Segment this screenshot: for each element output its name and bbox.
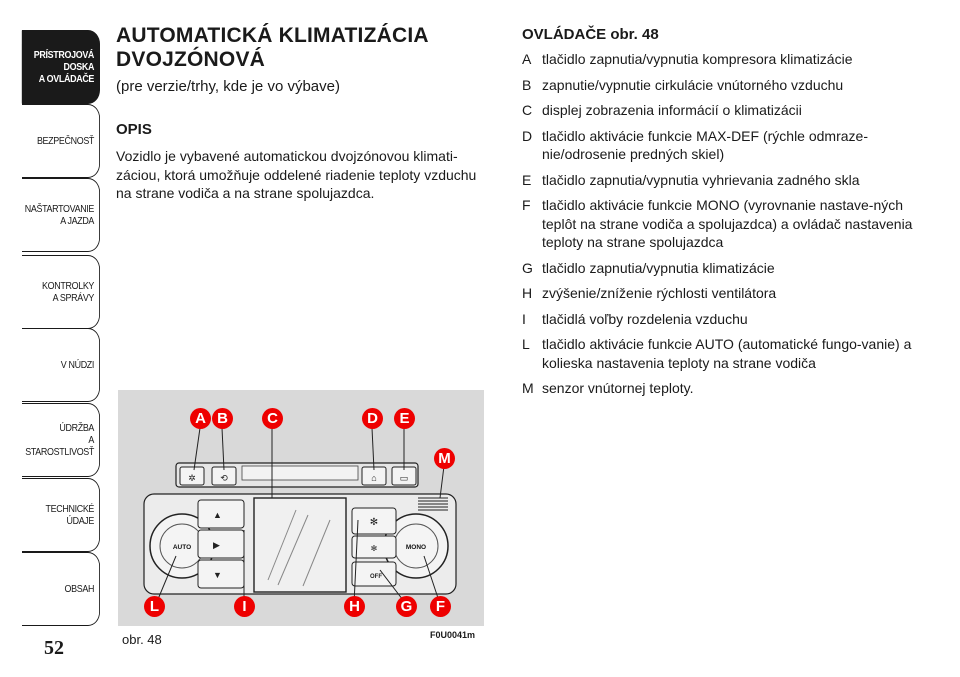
svg-text:✻: ✻: [370, 544, 378, 553]
control-item: [522, 50, 914, 69]
climate-panel-illustration: [118, 390, 484, 626]
svg-text:✲: ✲: [188, 473, 196, 483]
control-letter: B: [522, 76, 532, 93]
page-number: 52: [44, 637, 64, 659]
control-item: [522, 310, 914, 329]
control-text: tlačidlo zapnutia/vypnutia vyhrievania zadného skla: [542, 171, 860, 188]
control-letter: I: [522, 310, 526, 327]
figure-code: F0U0041m: [430, 630, 476, 640]
control-text: tlačidlá voľby rozdelenia vzduchu: [542, 310, 748, 327]
control-text: senzor vnútornej teploty.: [542, 380, 694, 396]
description-paragraph: Vozidlo je vybavené automatickou dvojzónovou klimati-záciou, ktorá umožňuje oddelené riadenie teploty vzduchu na strane vodiča a na strane spolujazdca.: [116, 148, 477, 201]
svg-text:⌂: ⌂: [371, 473, 377, 483]
control-item: [522, 76, 914, 95]
tab-obsah[interactable]: OBSAH: [22, 552, 100, 626]
control-letter: G: [522, 259, 533, 276]
tab-kontrolky[interactable]: KONTROLKY A SPRÁVY: [22, 255, 100, 329]
chapter-sidebar: [0, 0, 104, 659]
control-letter: E: [522, 171, 532, 188]
climate-panel-figure: [118, 390, 484, 626]
control-item: [522, 379, 914, 398]
control-letter: M: [522, 380, 534, 396]
control-text: zvýšenie/zníženie rýchlosti ventilátora: [542, 285, 777, 301]
control-letter: C: [522, 102, 533, 118]
control-item: [522, 284, 914, 303]
control-letter: A: [522, 51, 532, 67]
control-text: tlačidlo zapnutia/vypnutia klimatizácie: [542, 259, 775, 276]
callout-d: D: [362, 408, 383, 429]
callout-b: B: [212, 408, 233, 429]
svg-text:AUTO: AUTO: [172, 544, 192, 551]
svg-text:▲: ▲: [213, 510, 222, 520]
page-subtitle: (pre verzie/trhy, kde je vo výbave): [116, 78, 340, 95]
callout-m: M: [434, 448, 455, 469]
control-letter: L: [522, 336, 530, 352]
section-heading: OPIS: [116, 121, 152, 138]
controls-heading: OVLÁDAČE obr. 48: [522, 26, 659, 43]
controls-column: [522, 26, 914, 405]
control-item: [522, 259, 914, 278]
tab-technicke-udaje[interactable]: TECHNICKÉ ÚDAJE: [22, 478, 100, 552]
svg-text:⟲: ⟲: [220, 473, 228, 483]
callout-i: I: [234, 596, 255, 617]
tab-pristrojova-doska[interactable]: PRÍSTROJOVÁ DOSKA A OVLÁDAČE: [22, 30, 100, 104]
control-item: [522, 171, 914, 190]
callout-l: L: [144, 596, 165, 617]
control-letter: F: [522, 197, 531, 213]
callout-e: E: [394, 408, 415, 429]
tab-v-nudzi[interactable]: V NÚDZI: [22, 328, 100, 402]
callout-h: H: [344, 596, 365, 617]
control-text: tlačidlo zapnutia/vypnutia kompresora klimatizácie: [542, 51, 853, 67]
callout-g: G: [396, 596, 417, 617]
svg-text:▭: ▭: [399, 473, 409, 483]
callout-f: F: [430, 596, 451, 617]
control-text: tlačidlo aktivácie funkcie MONO (vyrovnanie nastave-ných teplôt na strane vodiča a spolujazdca) a ovládač nastavenia teploty na strane spolujazdca: [542, 197, 913, 250]
tab-bezpecnost[interactable]: BEZPEČNOSŤ: [22, 104, 100, 178]
control-item: [522, 335, 914, 372]
control-item: [522, 101, 914, 120]
control-text: displej zobrazenia informácií o klimatizácii: [542, 102, 802, 118]
svg-text:OFF: OFF: [370, 574, 382, 580]
climate-display: [254, 498, 346, 592]
control-item: [522, 127, 914, 164]
tab-nastartovanie[interactable]: NAŠTARTOVANIE A JAZDA: [22, 178, 100, 252]
tab-udrzba[interactable]: ÚDRŽBA A STAROSTLIVOSŤ: [22, 403, 100, 477]
control-letter: H: [522, 285, 533, 301]
page-title: AUTOMATICKÁ KLIMATIZÁCIA DVOJZÓNOVÁ: [116, 24, 429, 71]
control-text: zapnutie/vypnutie cirkulácie vnútorného vzduchu: [542, 76, 844, 93]
callout-a: A: [190, 408, 211, 429]
control-text: tlačidlo aktivácie funkcie AUTO (automatické fungo-vanie) a kolieska nastavenia teploty na strane vodiča: [542, 336, 912, 371]
svg-text:▶: ▶: [213, 540, 220, 550]
callout-c: C: [262, 408, 283, 429]
figure-caption: obr. 48: [122, 632, 162, 647]
control-item: [522, 196, 914, 252]
svg-text:✻: ✻: [369, 517, 379, 528]
svg-text:▼: ▼: [213, 570, 222, 580]
svg-text:MONO: MONO: [405, 544, 427, 551]
control-text: tlačidlo aktivácie funkcie MAX-DEF (rýchle odmraze-nie/odrosenie predných skiel): [542, 127, 868, 162]
article-column: [116, 24, 490, 203]
control-letter: D: [522, 127, 533, 144]
